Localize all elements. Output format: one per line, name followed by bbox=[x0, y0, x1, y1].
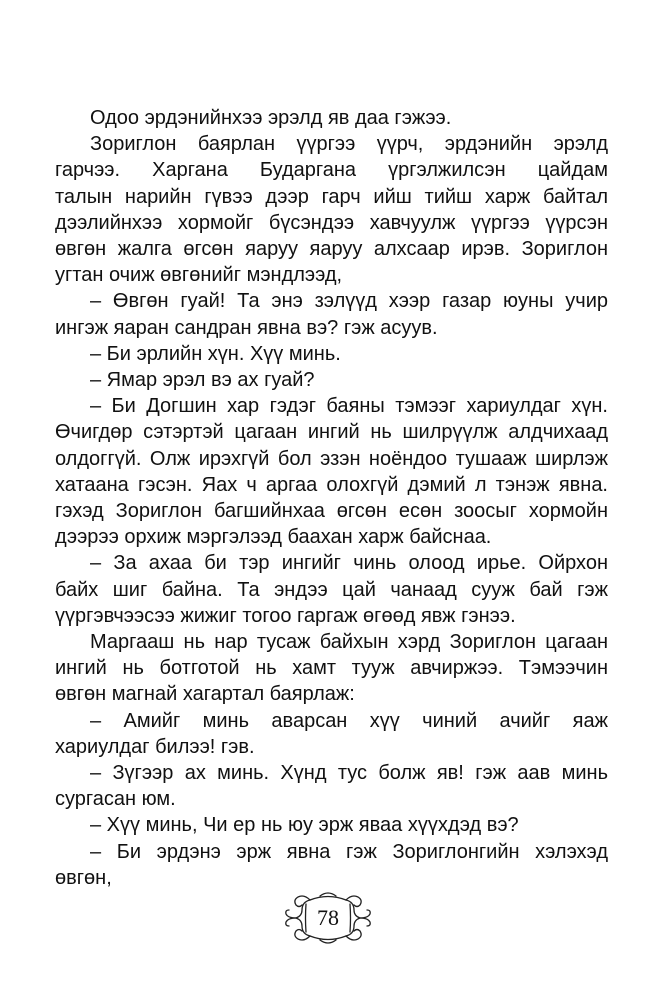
text-line: Өчигдөр сэтэртэй цагаан ингий нь шилрүүлж алдчихаад bbox=[55, 421, 608, 444]
paragraph bbox=[55, 341, 608, 367]
paragraph bbox=[55, 839, 608, 891]
text-line: сургасан юм. bbox=[55, 788, 176, 811]
text-line: талын нарийн гүвээ дээр гарч ийш тийш харж байтал bbox=[55, 185, 608, 208]
paragraph bbox=[55, 760, 608, 812]
text-line: өвгөн, bbox=[55, 866, 112, 889]
text-line: – Зүгээр ах минь. Хүнд тус болж яв! гэж аав минь bbox=[90, 762, 608, 785]
text-line: Зориглон баярлан үүргээ үүрч, эрдэнийн эрэлд bbox=[90, 133, 608, 156]
text-line: – Би эрдэнэ эрж явна гэж Зориглонгийн хэлэхэд bbox=[90, 840, 608, 863]
text-line: өвгөн жалга өгсөн яаруу яаруу алхсаар ирэв. Зориглон bbox=[55, 238, 608, 261]
text-line: – Хүү минь, Чи ер нь юу эрж яваа хүүхдэд вэ? bbox=[90, 814, 519, 837]
paragraph bbox=[55, 288, 608, 340]
text-line: гэхэд Зориглон багшийнхаа өгсөн есөн зоосыг хормойн bbox=[55, 500, 608, 523]
text-line: ингий нь ботготой нь хамт тууж авчиржээ. Тэмээчин bbox=[55, 657, 608, 680]
text-line: угтан очиж өвгөнийг мэндлээд, bbox=[55, 264, 343, 287]
text-line: олдоггүй. Олж ирэхгүй бол эзэн ноёндоо тушааж ширлэж bbox=[55, 447, 608, 470]
paragraph bbox=[55, 393, 608, 550]
text-line: – Би эрлийн хүн. Хүү минь. bbox=[90, 342, 341, 365]
text-line: өвгөн магнай хагартал баярлаж: bbox=[55, 683, 355, 706]
text-line: гарчээ. Харгана Бударгана үргэлжилсэн цайдам bbox=[55, 159, 608, 182]
text-line: – Би Догшин хар гэдэг баяны тэмээг хариулдаг хүн. bbox=[90, 395, 608, 418]
text-line: Маргааш нь нар тусаж байхын хэрд Зориглон цагаан bbox=[90, 631, 608, 654]
text-line: хатаана гэсэн. Яах ч аргаа олохгүй дэмий л тэнэж явна. bbox=[55, 473, 608, 496]
paragraph bbox=[55, 812, 608, 838]
text-line: дээлийнхээ хормойг бүсэндээ хавчуулж үүргээ үүрсэн bbox=[55, 211, 608, 234]
text-line: – За ахаа би тэр ингийг чинь олоод ирье. Ойрхон bbox=[90, 552, 608, 575]
paragraph bbox=[55, 708, 608, 760]
text-line: байх шиг байна. Та эндээ цай чанаад сууж бай гэж bbox=[55, 578, 608, 601]
text-line: ингэж яаран сандран явна вэ? гэж асуув. bbox=[55, 316, 438, 339]
text-line: Одоо эрдэнийнхээ эрэлд яв даа гэжээ. bbox=[90, 107, 452, 129]
page-text bbox=[55, 105, 608, 891]
paragraph bbox=[55, 629, 608, 708]
paragraph bbox=[55, 367, 608, 393]
text-line: – Амийг минь аварсан хүү чиний ачийг яаж bbox=[90, 709, 608, 732]
text-line: үүргэвчээсээ жижиг тогоо гаргаж өгөөд явж гэнээ. bbox=[55, 604, 516, 627]
text-line: – Өвгөн гуай! Та энэ зэлүүд хээр газар юуны учир bbox=[90, 290, 608, 313]
text-line: – Ямар эрэл вэ ах гуай? bbox=[90, 369, 315, 392]
page-number: 78 bbox=[317, 905, 339, 930]
paragraph bbox=[55, 550, 608, 629]
text-line: хариулдаг билээ! гэв. bbox=[55, 735, 255, 758]
page-number-footer bbox=[280, 888, 376, 948]
paragraph bbox=[55, 105, 608, 131]
paragraph bbox=[55, 131, 608, 288]
text-line: дээрээ орхиж мэргэлээд баахан харж байснаа. bbox=[55, 526, 492, 549]
